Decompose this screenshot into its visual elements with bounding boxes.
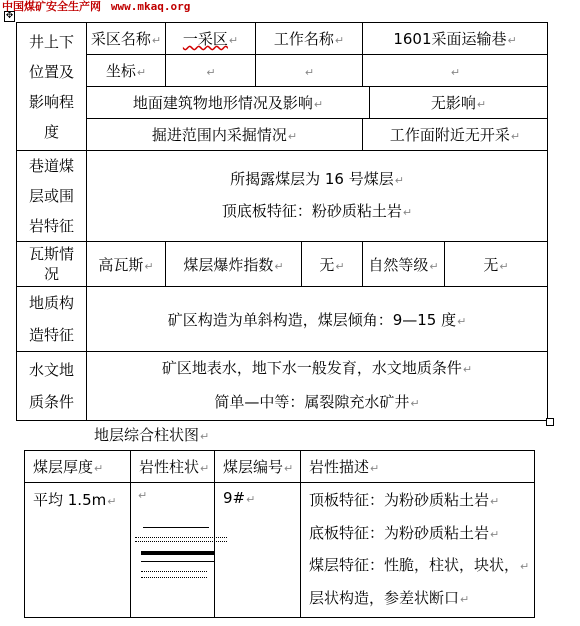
gas-level: 高瓦斯↵ [87, 242, 166, 287]
explosion-value: 无↵ [302, 242, 363, 287]
geology-label: 地质构 造特征 [17, 287, 87, 352]
column-chart-title: 地层综合柱状图↵ [94, 426, 210, 444]
excavation-value: 工作面附近无开采↵ [363, 119, 548, 151]
natural-value: 无↵ [445, 242, 548, 287]
natural-label: 自然等级↵ [363, 242, 445, 287]
coord-value-1: ↵ [166, 55, 256, 87]
seam-no-value: 9#↵ [215, 483, 301, 618]
surface-label: 地面建筑物地形情况及影响↵ [87, 87, 370, 119]
work-name-value: 1601采面运输巷↵ [363, 23, 548, 55]
coal-text: 所揭露煤层为 16 号煤层↵ 顶底板特征：粉砂质粘土岩↵ [87, 151, 548, 242]
coal-label: 巷道煤 层或围 岩特征 [17, 151, 87, 242]
mining-area-label: 采区名称↵ [87, 23, 166, 55]
work-name-label: 工作名称↵ [256, 23, 363, 55]
hydro-label: 水文地 质条件 [17, 352, 87, 421]
location-label: 井上下 位置及 影响程 度 [17, 23, 87, 151]
header-lithology-column: 岩性柱状↵ [131, 451, 215, 483]
header-seam-no: 煤层编号↵ [215, 451, 301, 483]
header-lithology-desc: 岩性描述↵ [301, 451, 535, 483]
explosion-label: 煤层爆炸指数↵ [166, 242, 302, 287]
watermark-site: 中国煤矿安全生产网 [2, 0, 101, 13]
coord-value-2: ↵ [256, 55, 363, 87]
lithology-column [131, 483, 215, 618]
lithology-desc: 顶板特征：为粉砂质粘土岩↵ 底板特征：为粉砂质粘土岩↵ 煤层特征：性脆，柱状，块状，↵ 层状构造，参差状断口↵ [301, 483, 535, 618]
strata-table [24, 450, 535, 618]
thickness-value: 平均 1.5m↵ [25, 483, 131, 618]
hydro-text: 矿区地表水，地下水一般发育，水文地质条件↵ 简单—中等：属裂隙充水矿井↵ [87, 352, 548, 421]
roadway-info-table [16, 22, 548, 421]
watermark [2, 0, 190, 14]
coord-value-3: ↵ [363, 55, 548, 87]
header-thickness: 煤层厚度↵ [25, 451, 131, 483]
watermark-url: www.mkaq.org [110, 0, 191, 13]
strata-pillar: ↵ [131, 485, 214, 615]
excavation-label: 掘进范围内采掘情况↵ [87, 119, 363, 151]
surface-value: 无影响↵ [370, 87, 548, 119]
mining-area-value: 一采区↵ [166, 23, 256, 55]
table-move-handle-icon[interactable]: ✥ [5, 11, 14, 21]
coord-label: 坐标↵ [87, 55, 166, 87]
table-resize-handle[interactable] [546, 418, 554, 426]
gas-label: 瓦斯情 况 [17, 242, 87, 287]
geology-text: 矿区构造为单斜构造，煤层倾角：9—15 度↵ [87, 287, 548, 352]
